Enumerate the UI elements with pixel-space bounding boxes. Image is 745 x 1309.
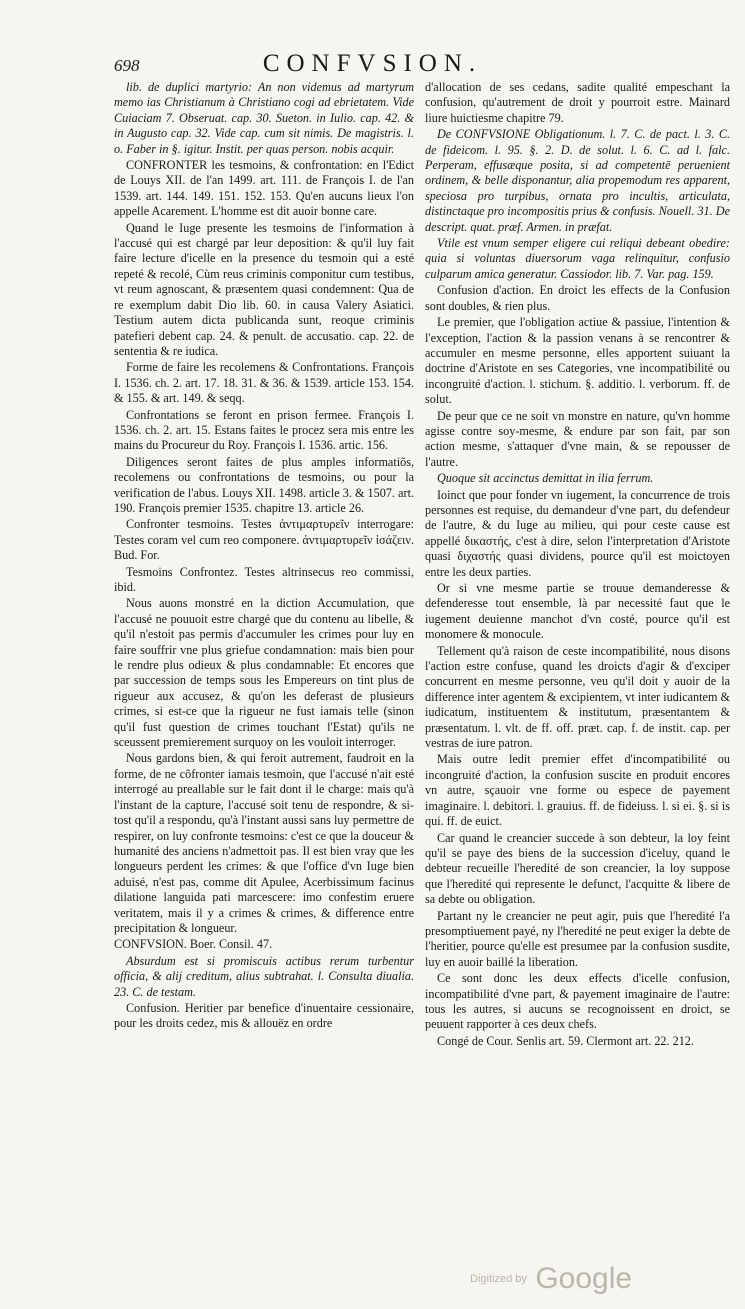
left-column: [114, 80, 414, 1033]
right-column-paragraph: Congé de Cour. Senlis art. 59. Clermont art. 22. 212.: [437, 1033, 694, 1048]
right-column-paragraph: Partant ny le creancier ne peut agir, puis que l'heredité l'a presomptiuement payé, ny l'heredité ne peut exiger la debte de l'heritier, pource qu'elle est presumee par la confusion susdite, luy en auoir baillé la liberation.: [425, 908, 730, 969]
right-column-paragraph: Le premier, que l'obligation actiue & passiue, l'intention & l'exception, l'action & la passion venans à se rencontrer & accumuler en mesme personne, elles apportent suiuant la doctrine d'Aristote en ses Categories, vne incompatibilité ou incongruité d'action. l. stichum. §. additio. l. verborum. ff. de solut.: [425, 315, 730, 407]
right-column-paragraph: Or si vne mesme partie se trouue demanderesse & defenderesse tout ensemble, là par necessité faut que le iugement deuienne manchot d'vn costé, pource qu'il est monomere & monocule.: [425, 581, 730, 642]
left-column-paragraph: Confusion. Heritier par benefice d'inuentaire cessionaire, pour les droits cedez, mis & allouëz en ordre: [114, 1000, 414, 1031]
right-column-paragraph: De peur que ce ne soit vn monstre en nature, qu'vn homme agisse contre soy-mesme, & endure par son fait, par son action mesme, s'attaquer d'vne main, & se repousser de l'autre.: [425, 408, 730, 469]
right-column-paragraph: d'allocation de ses cedans, sadite qualité empeschant la confusion, qu'autrement de droit y pourroit estre. Mainard liure huictiesme chapitre 79.: [425, 80, 730, 125]
running-title: CONFVSION.: [262, 50, 483, 77]
google-logo: Google: [535, 1262, 633, 1295]
digitized-watermark: [470, 1262, 632, 1296]
right-column-paragraph: Confusion d'action. En droict les effects de la Confusion sont doubles, & rien plus.: [425, 283, 730, 313]
left-column-paragraph: Diligences seront faites de plus amples informatiõs, recolemens ou confrontations de tesmoins, ou pour la verification de l'abus. Louys XII. 1498. article 3. & 1507. art. 190. François premier 1535. chapitre 13. article 26.: [114, 454, 414, 515]
left-column-paragraph: Confronter tesmoins. Testes ἀντιμαρτυρεῖν interrogare: Testes coram vel cum reo componere. ἀντιμαρτυρεῖν ἰσάζειν. Bud. For.: [114, 517, 414, 563]
left-column-paragraph: Absurdum est si promiscuis actibus rerum turbentur officia, & alij creditum, alius subtrahat. l. Consulta diualia. 23. C. de testam.: [114, 953, 414, 999]
right-column-paragraph: Ce sont donc les deux effects d'icelle confusion, incompatibilité d'vne part, & payement imaginaire de l'autre: tous les autres, si aucuns se recognoissent en droict, se peuuent rapporter à ces deux chefs.: [425, 971, 730, 1032]
right-column-paragraph: Ioinct que pour fonder vn iugement, la concurrence de trois personnes est requise, du demandeur d'vne part, du defendeur de l'autre, & du Iuge au milieu, qui pour ceste cause est appellé δικαστής, c'est à dire, selon l'interpretation d'Aristote quasi διχαστής quasi dividens, pource qu'il est moictoyen entre les deux parties.: [425, 487, 730, 579]
left-column-paragraph: CONFRONTER les tesmoins, & confrontation: en l'Edict de Louys XII. de l'an 1499. art. 111. de François I. de l'an 1539. art. 144. 149. 151. 152. 153. Qu'en aucuns lieux l'on appelle Acarement. L'homme est dit auoir bonne care.: [114, 158, 414, 219]
right-column-paragraph: Car quand le creancier succede à son debteur, la loy feint qu'il se paye des biens de la succession d'iceluy, quand le debteur recueille l'heredité de son creancier, la loy suppose que l'heredité qui represente le defunct, l'acquitte & libere de sa debte ou obligation.: [425, 830, 730, 907]
left-column-paragraph: CONFVSION. Boer. Consil. 47.: [114, 937, 273, 952]
left-column-paragraph: Nous gardons bien, & qui feroit autrement, faudroit en la forme, de ne cõfronter iamais tesmoin, que l'accusé n'ait esté interrogé au preallable sur le fait dont il le charge: mais qu'à l'instant de la capture, l'accusé soit tenu de respondre, & si-tost qu'il a respondu, qu'à l'instant aussi sans luy permettre de respirer, on luy confronte tesmoins: c'est ce que la douceur & humanité des anciens n'admettoit pas. Il est bien vray que les longueurs perdent les crimes: & que l'office d'vn Iuge bien aduisé, n'est pas, comme dit Apulee, Acerbissimum facinus dilatione languida pati marcescere: imo confestim eruere veritatem, mais il y a crimes & crimes, & difference entre precipitation & longueur.: [114, 751, 414, 935]
right-column: [425, 80, 730, 1050]
left-column-paragraph: Forme de faire les recolemens & Confrontations. François I. 1536. ch. 2. art. 17. 18. 31. & 36. & 1539. article 153. 154. & 155. & art. 149. & seqq.: [114, 360, 414, 406]
left-column-paragraph: Confrontations se feront en prison fermee. François I. 1536. ch. 2. art. 15. Estans faites le procez sera mis entre les mains du Procureur du Roy. François I. 1536. artic. 156.: [114, 407, 414, 453]
left-column-paragraph: Quand le Iuge presente les tesmoins de l'information à l'accusé qui est chargé par leur deposition: & qu'il luy fait faire lecture d'icelle en la presence du tesmoin qui a esté repeté & recolé, Cùm reus criminis componitur cum testibus, vt reum agnoscant, & præsentem quasi condemnent: Qua de re exemplum dabit Dio lib. 60. in causa Valery Asiatici. Testium autem dicta publicanda sunt, reoque criminis patefieri debent cap. 24. & penult. de accusatio. cap. 22. de sententia & re iudica.: [114, 220, 414, 358]
page-number: 698: [114, 56, 140, 75]
right-column-paragraph: Mais outre ledit premier effet d'incompatibilité ou incongruité d'action, la confusion suscite en produit encores vn autre, sçauoir vne forme ou espece de payement imaginaire. l. debitori. l. grauius. ff. de fideiuss. l. si ei. §. si is qui. ff. de euict.: [425, 752, 730, 829]
left-column-paragraph: lib. de duplici martyrio: An non videmus ad martyrum memo ias Christianum à Christiano cogi ad ebrietatem. Vide Cuiaciam 7. Obseruat. cap. 30. Sueton. in Iulio. cap. 42. & in Augusto cap. 32. Vide cap. cum sit nimis. De magistris. l. o. Faber in §. igitur. Instit. per quas person. nobis acquir.: [114, 80, 414, 156]
left-column-paragraph: Nous auons monstré en la diction Accumulation, que l'accusé ne pouuoit estre chargé que du contenu au libelle, & qu'il n'estoit pas permis d'accumuler les crimes pour luy en faire souffrir vne plus griefue condamnation: mais bien pour le rendre plus odieux & plus condamnable: Et encores que par succession de temps sous les Empereurs on tint plus de rigueur aux accusez, & qu'on les deferast de plusieurs crimes, si est-ce que la rigueur ne fust iamais telle (sinon qu'il fust question de crimes touchant l'Estat) qu'ils ne sceussent premierement surquoy on les vouloit interroger.: [114, 596, 414, 750]
right-column-paragraph: Quoque sit accinctus demittat in ilia ferrum.: [437, 471, 654, 486]
right-column-paragraph: Vtile est vnum semper eligere cui reliqui debeant obedire: quia si voluntas diuersorum vaga relinquitur, confusio culparum amica generatur. Cassiodor. lib. 7. Var. pag. 159.: [425, 236, 730, 281]
right-column-paragraph: De CONFVSIONE Obligationum. l. 7. C. de pact. l. 3. C. de fideicom. l. 95. §. 2. D. de solut. l. 6. C. ad l. falc. Perperam, effusæque posita, si ad competentē peruenient ordinem, & belle disponantur, alia propemodum res apparent, speciosa pro turpibus, ornata pro incultis, articulata, distinctaque pro incompositis prius & confusis. Nouell. 31. De descript. quat. præf. Armen. in præfat.: [425, 127, 730, 234]
watermark-prefix: Digitized by: [470, 1273, 527, 1285]
left-column-paragraph: Tesmoins Confrontez. Testes altrinsecus reo commissi, ibid.: [114, 564, 414, 594]
right-column-paragraph: Tellement qu'à raison de ceste incompatibilité, nous disons l'action estre confuse, quand les droicts d'agir & d'exciper concurrent en mesme personne, veu qu'il doit y auoir de la difference inter agentem & excipientem, vt inter iudicantem & iudicatum, instituentem & institutum, præsentantem & præsentatum. l. vlt. de ff. off. præt. cap. f. de instit. cap. per vestras de iure patron.: [425, 643, 730, 751]
